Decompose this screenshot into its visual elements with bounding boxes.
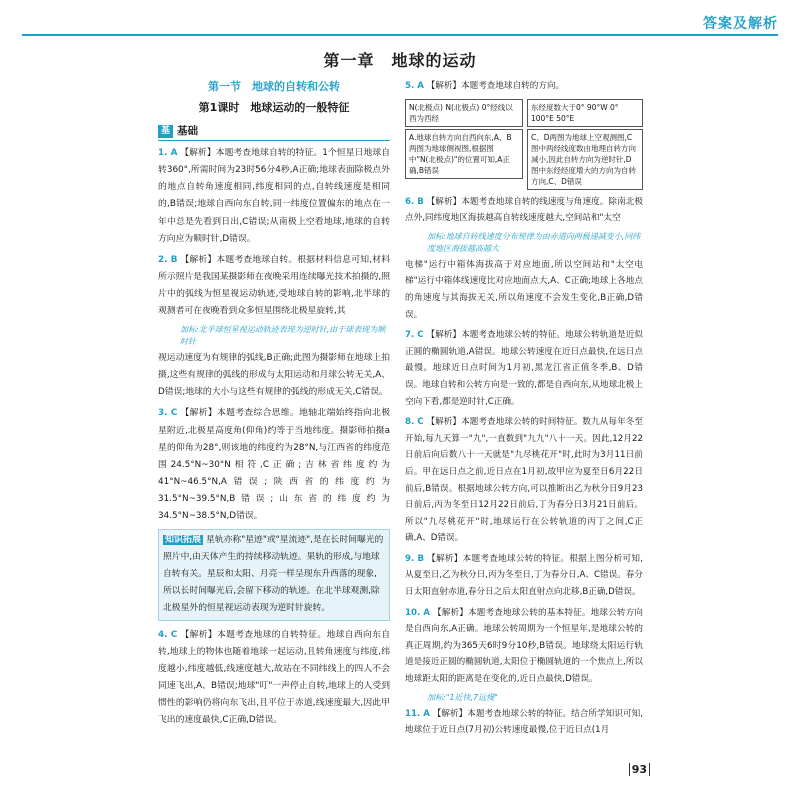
annotation-tip: 加标:地球自转线速度分布规律为由赤道向两极递减变小,同纬度地区海拔越高越大 — [427, 231, 641, 253]
page-number: 93 — [629, 763, 650, 776]
answer-text: 【解析】本题考查地球自转。根据材料信息可知,材料所示照片是我国某摄影师在夜晚采用连续曝光技术拍摄的,照片中的弧线为恒星视运动轨迹,受地球自转的影响,北半球的观测者可在夜晚看到众多恒星围绕北极星旋转,其 — [158, 254, 391, 317]
answer-item — [405, 706, 643, 739]
answer-text: 【解析】本题考查地球公转的特征。地球公转轨道是近似正圆的椭圆轨道,A错误。地球公转速度在近日点最快,在远日点最慢。地球近日点时间为1月初,黑龙江省正值冬季,B、D错误。地球自转和公转方向是一致的,都是自西向东,从地球北极上空向下看,都是逆时针,C正确。 — [405, 330, 643, 407]
answer-text: 【解析】本题考查地球自转的方向。 — [426, 81, 565, 91]
answer-item — [405, 327, 643, 410]
basics-heading — [158, 122, 390, 141]
knowledge-extension-box — [158, 529, 390, 620]
answer-text: 【解析】本题考查地球公转的特征。结合所学知识可知,地球位于近日点(7月初)公转速度最慢,位于近日点(1月 — [405, 708, 643, 736]
basics-label: 基础 — [177, 124, 199, 137]
answer-text: 【解析】本题考查地球公转的基本特征。地球公转方向是自西向东,A正确。地球公转周期为一个恒星年,是地球公转的真正周期,约为365天6时9分10秒,B错误。地球绕太阳运行轨道是接近正圆的椭圆轨道,太阳位于椭圆轨道的一个焦点上,所以地球距太阳的距离是在变化的,近日点最快,D错误。 — [405, 607, 643, 685]
right-column — [405, 78, 643, 743]
answer-item — [405, 78, 643, 95]
answer-number: 8. C — [405, 417, 424, 428]
lesson-title: 第1课时 地球运动的一般特征 — [198, 101, 350, 115]
answer-text: 视运动速度为有规律的弧线,B正确;此图为摄影师在地球上拍摄,这些有规律的弧线的形成与太阳运动和月球公转无关,A、D错误;地球的大小与这些有规律的弧线的形成无关,C错误。 — [158, 353, 390, 398]
diagram-explanation-cd: C、D两图为地球上空观测图,C图中两经线度数由地理自转方向减小,因此自转方向为逆时针,D图中东经经度增大的方向为自转方向,C、D错误 — [527, 129, 643, 190]
answer-item — [158, 627, 390, 730]
section-title: 第一节 地球的自转和公转 — [208, 80, 340, 93]
annotation-tip: 加标:北半球恒星视运动轨迹表现为逆时针,由于球表现为顺时针 — [180, 325, 386, 347]
answer-item — [405, 414, 643, 547]
rotation-diagram-figure — [405, 99, 643, 190]
answer-number: 10. A — [405, 607, 431, 618]
answer-text: 【解析】本题考查地球的自转特征。地球自西向东自转,地球上的物体也随着地球一起运动,且转角速度与纬度,纬度越小,纬度越低,线速度越大,故站在不同纬线上的四人不会同速飞出,A、B错误;地球"叮"一声停止自转,地球上的人受到惯性的影响仍将向东飞出,且平位于赤道,线速度最大,因此甲飞出的速度最快,C正确,D错误。 — [158, 629, 390, 725]
left-column — [158, 78, 390, 733]
answer-text: 【解析】本题考查综合思维。地轴北端始终指向北极星附近,北极星高度角(仰角)约等于当地纬度。摄影师拍摄a星的仰角为28°,则该地的纬度约为28°N,与江西省的纬度范围24.5°N~30°N相符,C正确;吉林省纬度约为41°N~46.5°N,A错误;陕西省的纬度约为31.5°N~39.5°N,B错误;山东省的纬度约为34.5°N~38.5°N,D错误。 — [158, 408, 390, 521]
diagram-label-ab: N(北极点) N(北极点) 0°经线以西为西经 — [405, 99, 523, 127]
answer-number: 3. C — [158, 408, 178, 419]
knowledge-extension-tag: 知识拓展 — [165, 535, 202, 546]
diagram-explanation-ab: A.地球自转方向自西向东,A、B两图为地球侧视图,根据图中"N(北极点)"的位置可知,A正确,B错误 — [405, 129, 523, 179]
answer-number: 7. C — [405, 330, 424, 341]
answer-number: 11. A — [405, 708, 430, 719]
knowledge-extension-text: 星轨亦称"星迹"或"星流迹",是在长时间曝光的照片中,由天体产生的持续移动轨迹。果轨的形成,与地球自转有关。星辰和太阳、月亮一样呈现东升西落的现象,所以长时间曝光后,会留下移动的轨迹。在北半球观测,除北极星外的恒星视运动表现为逆时针旋转。 — [163, 535, 384, 614]
answer-continuation — [158, 350, 390, 401]
answer-text: 【解析】本题考查地球公转的时间特征。数九从每年冬至开始,每九天算一"九",一直数到"九九"八十一天。因此,12月22日前后向后数八十一天就是"九尽桃花开"时,此时为3月11日前后。甲在远日点之前,近日点在1月初,故甲应为夏至日6月22日前后,B错误。根据地球公转方向,可以推断出乙为秋分日9月23日前后,丙为冬至日12月22日前后,丁为春分日3月21日前后。所以"九尽桃花开"时,地球运行在公转轨道的丙丁之间,C正确,A、D错误。 — [405, 417, 643, 544]
answer-number: 4. C — [158, 629, 178, 640]
diagram-label-cd: 东经度数大于0° 90°W 0° 100°E 50°E — [527, 99, 643, 127]
header-title: 答案及解析 — [703, 16, 778, 32]
answer-number: 5. A — [405, 81, 424, 91]
header-rule — [22, 34, 778, 36]
basics-icon: 基 — [158, 125, 173, 138]
answer-number: 1. A — [158, 148, 178, 159]
answer-item — [405, 605, 643, 688]
answer-item — [158, 145, 390, 248]
answer-text: 电梯"运行中箱体海拔高于对应地面,所以空间站和"太空电梯"运行中箱体线速度比对应地面点大,A、C正确;地球上各地点的角速度与其海拔无关,所以角速度不会发生变化,B正确,D错误。 — [405, 259, 643, 320]
answer-number: 6. B — [405, 196, 424, 207]
answer-item — [405, 194, 643, 227]
annotation-tip: 加标:"1近快,7远慢" — [427, 692, 498, 702]
answer-continuation — [405, 257, 643, 323]
answer-text: 【解析】本题考查地球自转的特征。1个恒星日地球自转360°,所需时间为23时56分4秒,A正确;地球表面除极点外的地点自转角速度相同,纬度相同的点,自转线速度是相同的,B错误;地球自西向东自转,同一纬度位置偏东的地点在一年中总是先看到日出,C错误;从南极上空看地球,地球的自转方向应为顺时针,D错误。 — [158, 148, 390, 244]
answer-item — [158, 405, 390, 525]
answer-text: 【解析】本题考查地球自转的线速度与角速度。除南北极点外,同纬度地区海拔越高自转线速度越大,空间站和"太空 — [405, 196, 643, 224]
chapter-title: 第一章 地球的运动 — [323, 51, 477, 70]
answer-item — [405, 551, 643, 601]
answer-number: 9. B — [405, 553, 425, 564]
answer-number: 2. B — [158, 254, 178, 265]
answer-item — [158, 252, 390, 320]
answer-text: 【解析】本题考查地球公转的特征。根据上图分析可知,从夏至日,乙为秋分日,丙为冬至日,丁为春分日,A、C错误。春分日太阳直射赤道,春分日之后太阳直射点向北移,B正确,D错误。 — [405, 553, 644, 598]
